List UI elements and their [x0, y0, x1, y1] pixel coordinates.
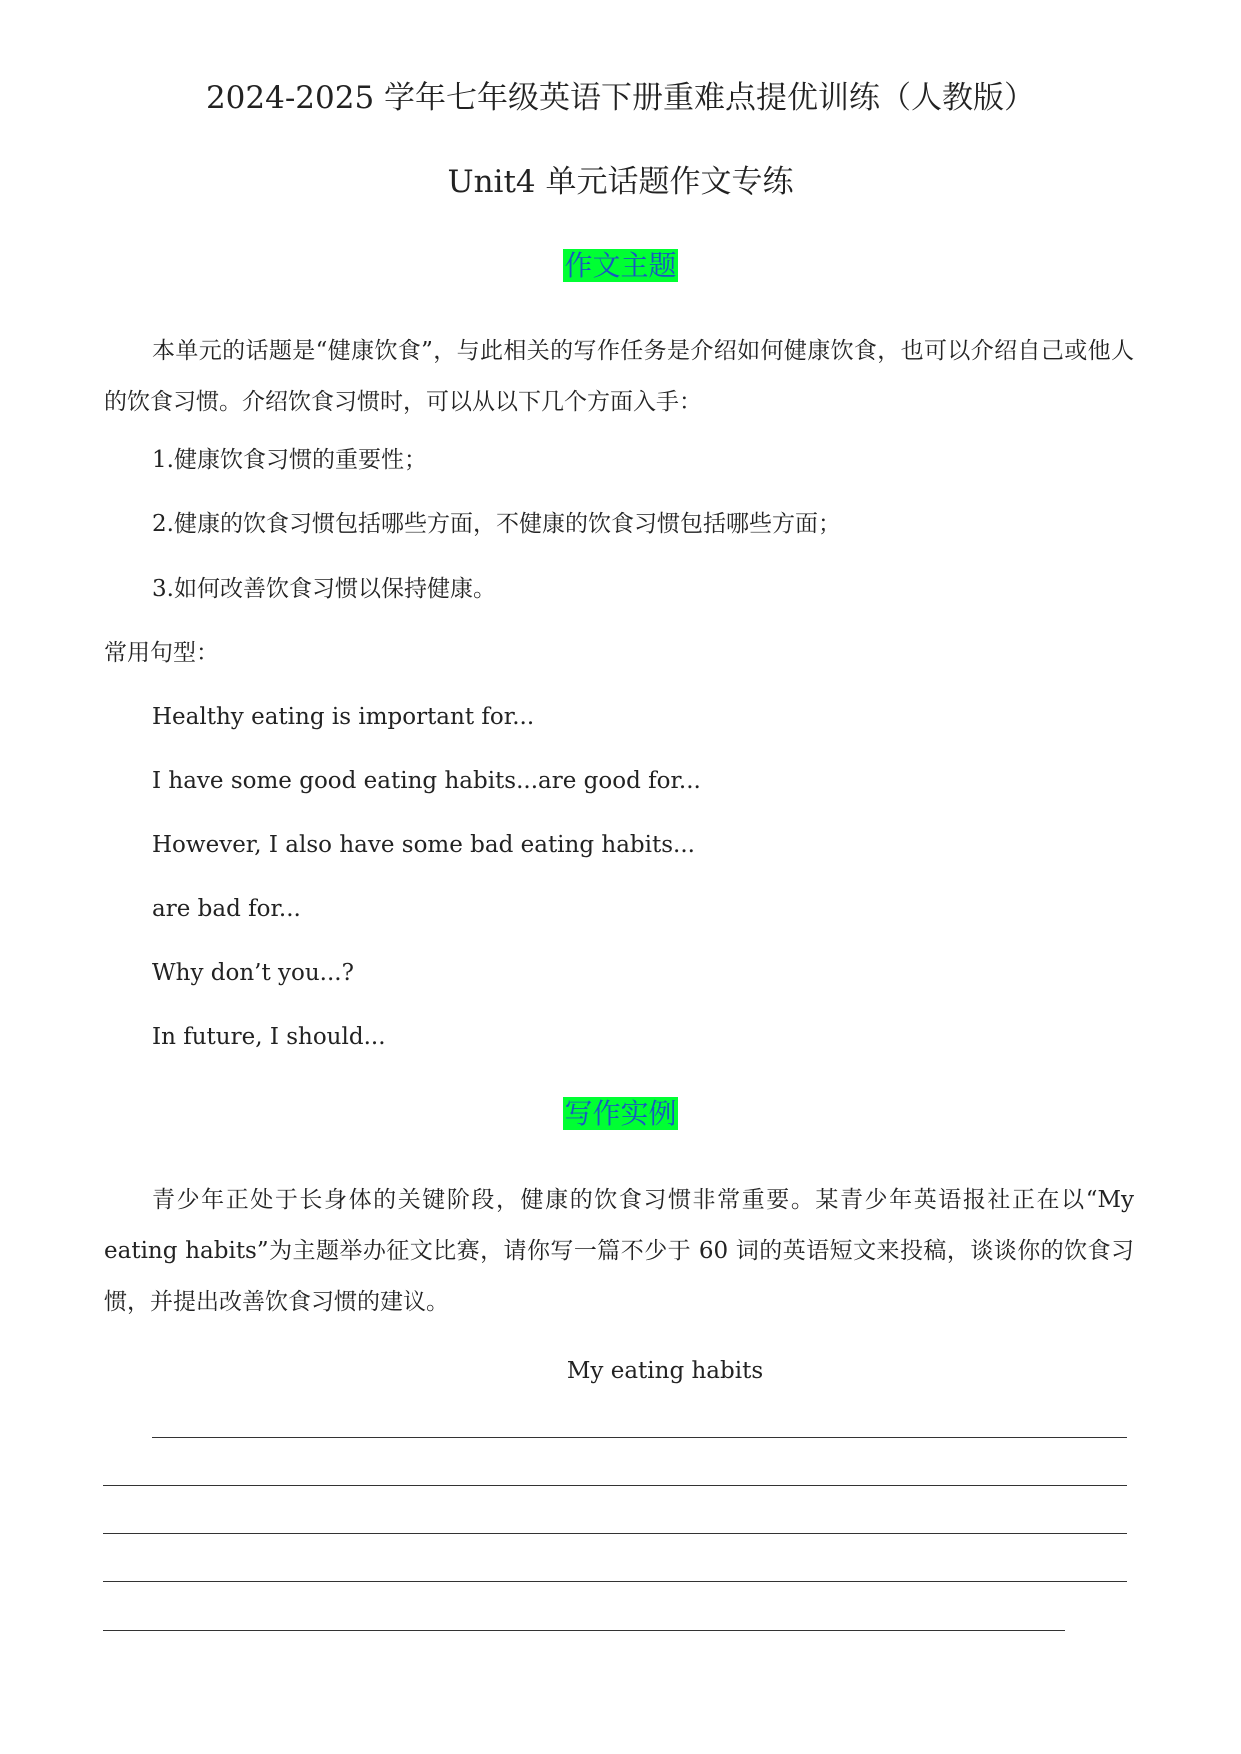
intro-paragraph: 本单元的话题是“健康饮食”，与此相关的写作任务是介绍如何健康饮食，也可以介绍自己或他人的饮食习惯。介绍饮食习惯时，可以从以下几个方面入手：	[104, 338, 1134, 415]
section-heading-example	[0, 1097, 1241, 1131]
section-heading-topic-text: 作文主题	[564, 249, 677, 282]
document-subtitle: Unit4 单元话题作文专练	[447, 164, 794, 200]
section-heading-example-text: 写作实例	[564, 1097, 677, 1130]
pattern-item-6: In future, I should...	[152, 1024, 386, 1050]
document-title: 2024-2025 学年七年级英语下册重难点提优训练（人教版）	[205, 80, 1036, 116]
writing-line-1[interactable]	[152, 1437, 1127, 1438]
point-item-1: 1.健康饮食习惯的重要性；	[152, 447, 427, 473]
section-heading-topic	[0, 249, 1241, 283]
patterns-label: 常用句型：	[104, 640, 219, 666]
writing-line-2[interactable]	[103, 1485, 1127, 1486]
pattern-item-2: I have some good eating habits...are good for...	[152, 768, 701, 794]
point-item-3: 3.如何改善饮食习惯以保持健康。	[152, 576, 496, 602]
point-item-2: 2.健康的饮食习惯包括哪些方面，不健康的饮食习惯包括哪些方面；	[152, 511, 841, 537]
writing-line-4[interactable]	[103, 1581, 1127, 1582]
pattern-item-5: Why don’t you...?	[152, 960, 354, 986]
pattern-item-3: However, I also have some bad eating habits...	[152, 832, 695, 858]
prompt-paragraph: 青少年正处于长身体的关键阶段，健康的饮食习惯非常重要。某青少年英语报社正在以“My eating habits”为主题举办征文比赛，请你写一篇不少于 60 词的英语短文来投稿，谈谈你的饮食习惯，并提出改善饮食习惯的建议。	[104, 1187, 1134, 1315]
pattern-item-4: are bad for...	[152, 896, 301, 922]
writing-line-5[interactable]	[103, 1630, 1065, 1631]
essay-title: My eating habits	[566, 1358, 764, 1384]
pattern-item-1: Healthy eating is important for...	[152, 704, 535, 730]
writing-line-3[interactable]	[103, 1533, 1127, 1534]
